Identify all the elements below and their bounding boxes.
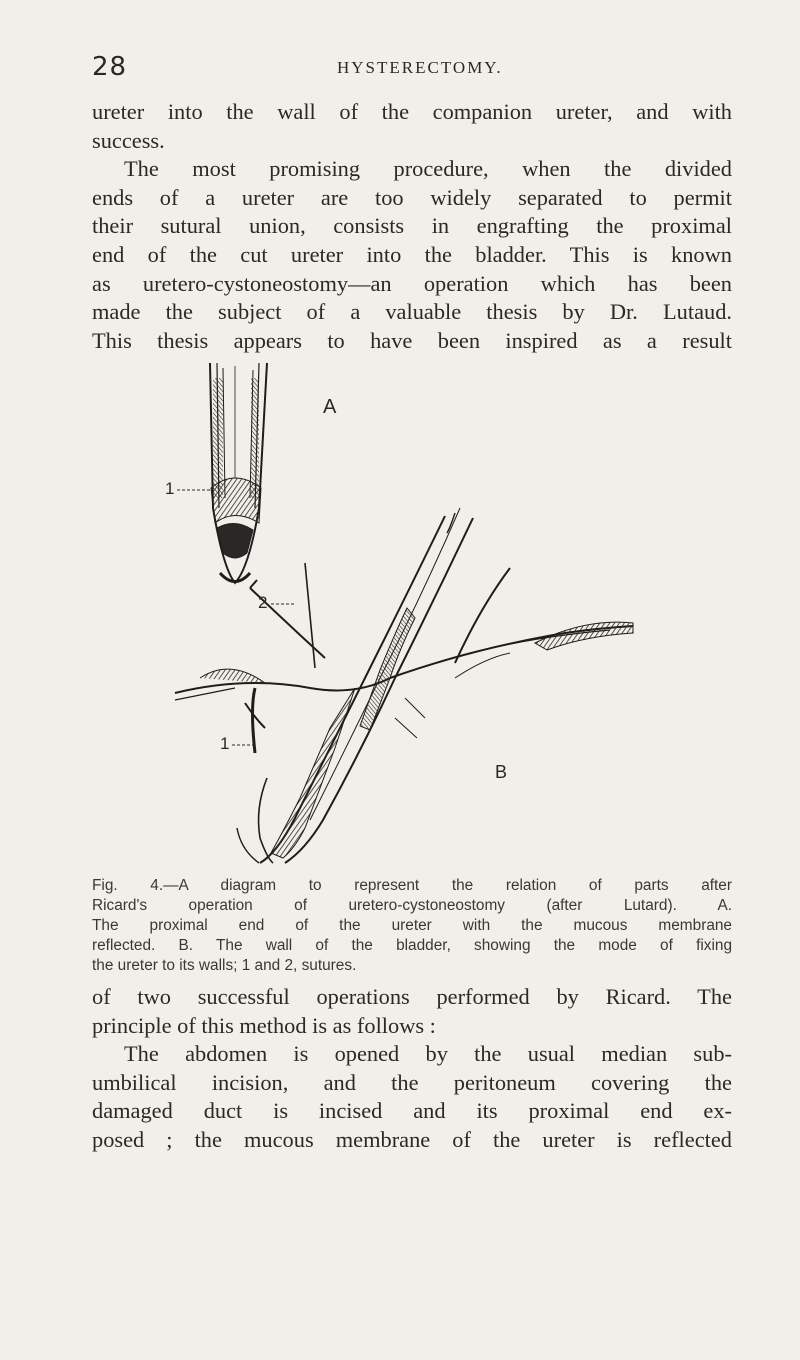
text-line: as uretero-cystoneostomy—an operation which has been [92, 270, 732, 296]
caption-line: Fig. 4.—A diagram to represent the relation of parts after [92, 877, 732, 894]
caption-line: Ricard's operation of uretero-cystoneostomy (after Lutard). A. [92, 897, 732, 914]
text-line: ureter into the wall of the companion ureter, and with [92, 99, 732, 124]
running-head: HYSTERECTOMY. [337, 58, 503, 77]
text-line: made the subject of a valuable thesis by Dr. Lutaud. [92, 299, 732, 325]
ureter-bladder-illustration [155, 358, 655, 866]
text-line: of two successful operations performed by Ricard. The [92, 984, 732, 1009]
label-a: A [323, 396, 337, 418]
text-line: ends of a ureter are too widely separated to permit [92, 184, 732, 210]
label-suture-1-bottom: 1 [220, 734, 230, 753]
text-line: their sutural union, consists in engrafting the proximal [92, 213, 732, 239]
page-header [92, 52, 732, 84]
caption-line: reflected. B. The wall of the bladder, showing the mode of fixing [92, 937, 732, 954]
caption-line: the ureter to its walls; 1 and 2, sutures. [92, 957, 357, 974]
text-line: success. [92, 127, 165, 153]
label-b: B [495, 762, 508, 782]
text-line: This thesis appears to have been inspired as a result [92, 327, 732, 353]
figure-diagram [155, 358, 655, 866]
text-line: The most promising procedure, when the divided [124, 156, 732, 182]
bladder-wall-b [175, 563, 633, 738]
text-line: end of the cut ureter into the bladder. This is known [92, 241, 732, 267]
bottom-paragraph [92, 983, 732, 1155]
label-suture-2: 2 [258, 593, 268, 612]
text-line: umbilical incision, and the peritoneum covering the [92, 1069, 732, 1095]
label-suture-1-top: 1 [165, 479, 175, 498]
text-line: damaged duct is incised and its proximal end ex- [92, 1098, 732, 1124]
page-number: 28 [92, 52, 128, 82]
top-paragraph [92, 98, 732, 355]
ureter-end-a [210, 363, 267, 583]
text-line: The abdomen is opened by the usual median sub- [124, 1041, 732, 1067]
text-line: posed ; the mucous membrane of the ureter is reflected [92, 1126, 732, 1152]
caption-line: The proximal end of the ureter with the mucous membrane [92, 917, 732, 934]
text-line: principle of this method is as follows : [92, 1012, 436, 1038]
figure-caption [92, 876, 732, 976]
